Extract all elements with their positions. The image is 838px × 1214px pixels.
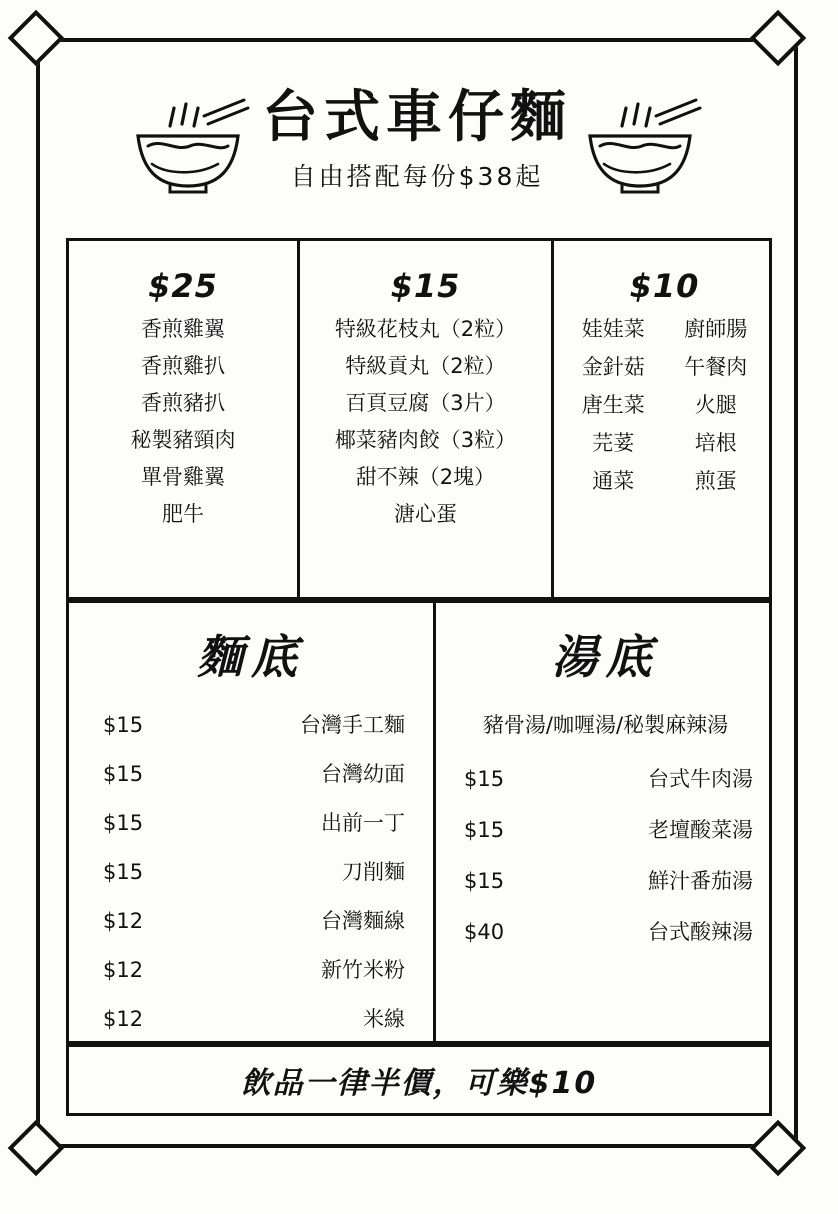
menu-item: 培根 (694, 431, 737, 455)
list-item (464, 763, 753, 793)
item-name: 刀削麵 (342, 860, 405, 884)
item-price: $15 (103, 713, 144, 737)
noodle-base-column (69, 603, 433, 1041)
list-item (103, 758, 405, 788)
item-price: $12 (103, 909, 144, 933)
item-name: 新竹米粉 (321, 958, 405, 982)
list-item (464, 916, 753, 946)
noodle-bowl-icon (578, 88, 708, 198)
price-column-15 (300, 241, 551, 597)
menu-item: 金針菇 (581, 355, 645, 379)
menu-item: 香煎雞扒 (141, 354, 225, 378)
item-price: $40 (464, 920, 505, 944)
list-item (103, 709, 405, 739)
item-price: $12 (103, 958, 144, 982)
menu-item: 特級花枝丸（2粒） (334, 317, 517, 341)
item-price: $12 (103, 1007, 144, 1031)
menu-item: 芫荽 (592, 431, 635, 455)
item-price: $15 (103, 860, 144, 884)
list-item (103, 807, 405, 837)
list-item (103, 856, 405, 886)
soup-base-column (436, 603, 775, 1041)
item-name: 台灣麵線 (321, 909, 405, 933)
list-item (464, 814, 753, 844)
menu-item: 秘製豬頸肉 (130, 428, 236, 452)
soup-base-note: 豬骨湯/咖喱湯/秘製麻辣湯 (482, 713, 729, 737)
page-title: 台式車仔麵 (262, 84, 572, 150)
list-item (103, 954, 405, 984)
soup-base-list (436, 763, 775, 946)
menu-item: 甜不辣（2塊） (355, 465, 496, 489)
list-item (464, 865, 753, 895)
menu-item: 通菜 (592, 469, 635, 493)
list-item (103, 1003, 405, 1033)
price-tier-section (66, 238, 772, 600)
item-name: 米線 (363, 1007, 405, 1031)
menu-item: 溏心蛋 (394, 502, 457, 526)
item-price: $15 (464, 869, 505, 893)
item-name: 台灣幼面 (321, 762, 405, 786)
item-price: $15 (464, 767, 505, 791)
menu-item: 煎蛋 (694, 469, 737, 493)
menu-item-grid (554, 319, 775, 509)
item-price: $15 (464, 818, 505, 842)
menu-item: 香煎雞翼 (141, 317, 225, 341)
menu-item: 廚師腸 (684, 317, 748, 341)
menu-item: 午餐肉 (684, 355, 748, 379)
price-column-10 (554, 241, 775, 597)
menu-item: 椰菜豬肉餃（3粒） (334, 428, 517, 452)
footer-note: 飲品一律半價，可樂$10 (240, 1066, 598, 1101)
price-column-25 (69, 241, 297, 597)
menu-item: 唐生菜 (581, 393, 645, 417)
noodle-bowl-icon (126, 88, 256, 198)
item-name: 台式牛肉湯 (648, 767, 753, 791)
price-heading: $10 (629, 267, 700, 305)
item-name: 出前一丁 (321, 811, 405, 835)
base-section (66, 600, 772, 1044)
item-name: 台式酸辣湯 (648, 920, 753, 944)
menu-item: 火腿 (694, 393, 737, 417)
menu-item: 單骨雞翼 (141, 465, 225, 489)
item-price: $15 (103, 811, 144, 835)
list-item (103, 905, 405, 935)
item-name: 鮮汁番茄湯 (648, 869, 753, 893)
poster-header (40, 44, 794, 232)
item-name: 老壇酸菜湯 (648, 818, 753, 842)
title-block (262, 84, 572, 194)
soup-base-title: 湯底 (551, 630, 660, 684)
menu-item: 香煎豬扒 (141, 391, 225, 415)
price-heading: $25 (148, 267, 218, 305)
menu-item: 特級貢丸（2粒） (345, 354, 506, 378)
page-subtitle: 自由搭配每份$38起 (290, 162, 544, 192)
noodle-base-list (69, 709, 433, 1033)
item-name: 台灣手工麵 (300, 713, 405, 737)
menu-item: 百頁豆腐（3片） (345, 391, 506, 415)
noodle-base-title: 麵底 (197, 630, 305, 684)
menu-item: 娃娃菜 (581, 317, 645, 341)
item-price: $15 (103, 762, 144, 786)
price-heading: $15 (390, 267, 461, 305)
footer-banner (66, 1044, 772, 1116)
menu-item: 肥牛 (162, 502, 204, 526)
